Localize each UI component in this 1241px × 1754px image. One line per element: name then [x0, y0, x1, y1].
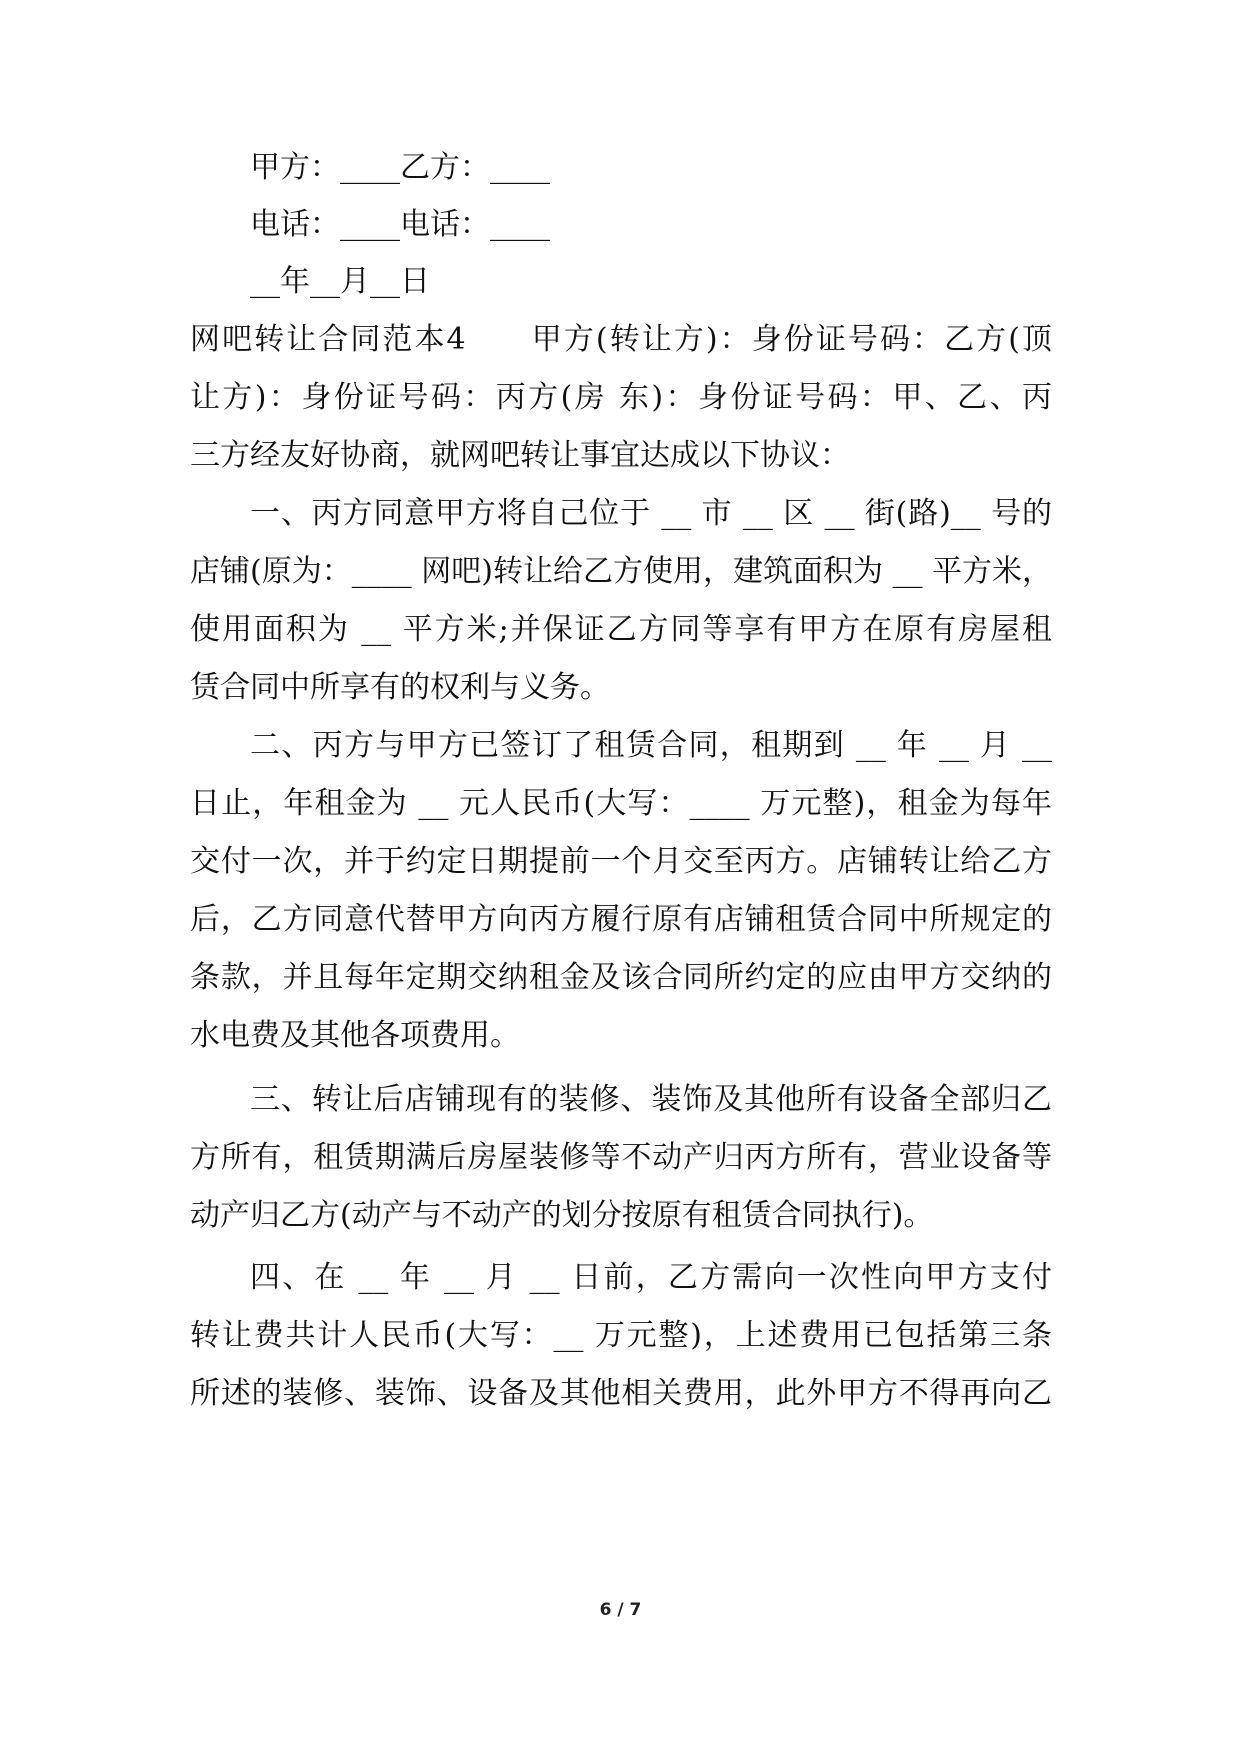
clause-4-line: 四、在 __ 年 __ 月 __ 日前，乙方需向一次性向甲方支付 [250, 1260, 1052, 1295]
clause-1-line: 一、丙方同意甲方将自己位于 __ 市 __ 区 __ 街(路)__ 号的 [250, 496, 1052, 531]
phone-line: 电话：____电话：____ [250, 207, 550, 242]
text-line: 条款，并且每年定期交纳租金及该合同所约定的应由甲方交纳的 [190, 960, 1052, 995]
text-line: 三方经友好协商，就网吧转让事宜达成以下协议： [190, 438, 850, 473]
text-line: 让方)：身份证号码：丙方(房 东)：身份证号码：甲、乙、丙 [190, 380, 1052, 415]
text-line: 交付一次，并于约定日期提前一个月交至丙方。店铺转让给乙方 [190, 844, 1052, 879]
text-line: 使用面积为 __ 平方米;并保证乙方同等享有甲方在原有房屋租 [190, 612, 1052, 647]
clause-3-line: 三、转让后店铺现有的装修、装饰及其他所有设备全部归乙 [250, 1082, 1052, 1117]
text-line: 后，乙方同意代替甲方向丙方履行原有店铺租赁合同中所规定的 [190, 902, 1052, 937]
text-line: 所述的装修、装饰、设备及其他相关费用，此外甲方不得再向乙 [190, 1376, 1052, 1411]
text-line: 动产归乙方(动产与不动产的划分按原有租赁合同执行)。 [190, 1198, 934, 1233]
date-line: __年__月__日 [250, 264, 430, 299]
text-line: 赁合同中所享有的权利与义务。 [190, 670, 610, 705]
text-line: 方所有，租赁期满后房屋装修等不动产归丙方所有，营业设备等 [190, 1140, 1052, 1175]
contract-title-line: 网吧转让合同范本4 甲方(转让方)：身份证号码：乙方(顶 [190, 322, 1052, 357]
text-line: 日止，年租金为 __ 元人民币(大写：____ 万元整)，租金为每年 [190, 786, 1052, 821]
text-line: 转让费共计人民币(大写：__ 万元整)，上述费用已包括第三条 [190, 1318, 1052, 1353]
party-line: 甲方：____乙方：____ [250, 150, 550, 185]
page-number: 6 / 7 [599, 1600, 642, 1620]
text-line: 店铺(原为：____ 网吧)转让给乙方使用，建筑面积为 __ 平方米， [190, 554, 1053, 589]
clause-2-line: 二、丙方与甲方已签订了租赁合同，租期到 __ 年 __ 月 __ [250, 728, 1052, 763]
text-line: 水电费及其他各项费用。 [190, 1018, 520, 1053]
